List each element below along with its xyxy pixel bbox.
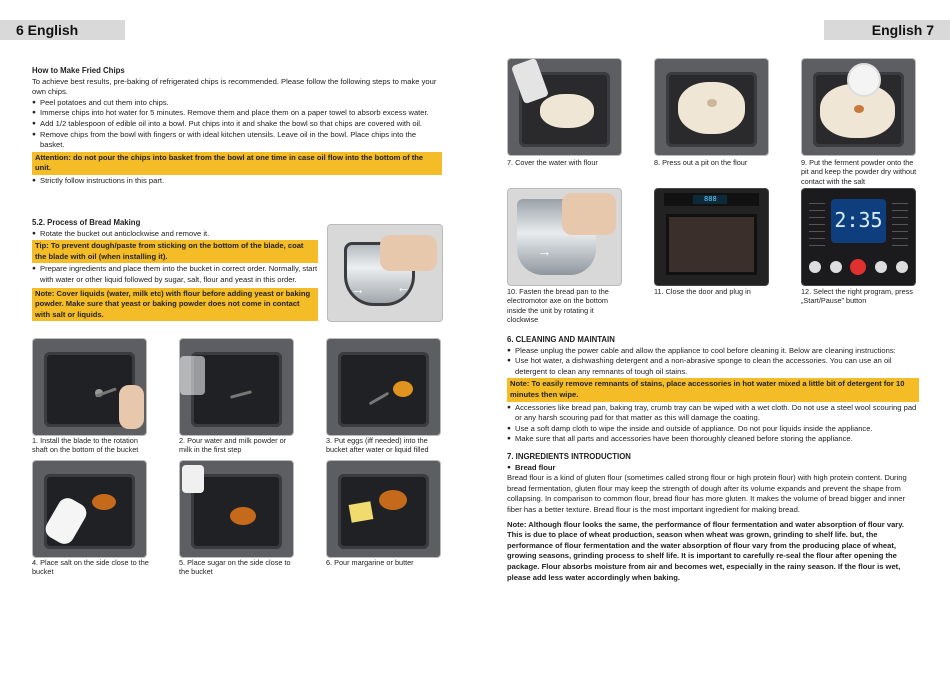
step-6-caption: 6. Pour margarine or butter [326,558,414,567]
step-7-caption: 7. Cover the water with flour [507,158,598,167]
ingredients-note: Note: Although flour looks the same, the performance of flour fermentation and water absorption of flour vary. This is due to place of wheat production, season when wheat was grown, grinding to shelf life. but, the performance of flour fermentation and the water absorption of flour vary from the producing place of wheat, growing seasons, grinding process to shelf life. It is important to carefully re-seal the flour after opening the package. Flour absorbs moisture from air and becomes wet, especially in the rainy season. If the flour is wet, please add less water accordingly when baking. [507,519,905,582]
list-item: ● Add 1/2 tablespoon of edible oil into a bowl. Put chips into it and shake the bowl so that chips are covered with oil. [32,119,442,130]
step-12-caption: 12. Select the right program, press „Start/Pause” button [801,287,913,306]
step-1-caption: 1. Install the blade to the rotation shaft on the bottom of the bucket [32,436,139,455]
page-number-left: 6 English [0,20,125,40]
step-11-photo [654,188,769,286]
list-item: ● Immerse chips into hot water for 5 minutes. Remove them and place them on a paper towel to absorb excess water. [32,108,442,119]
ingredients-subtitle: ● Bread flour [507,463,919,474]
minus-icon [896,261,908,273]
step-9-caption: 9. Put the ferment powder onto the pit and keep the powder dry without contact with the salt [801,158,917,186]
step-3-caption: 3. Put eggs (iff needed) into the bucket after water or liquid filled [326,436,429,455]
step-2-caption: 2. Pour water and milk powder or milk in the first step [179,436,287,455]
list-item: ● Accessories like bread pan, baking tray, crumb tray can be wiped with a wet cloth. Do not use a steel wool scouring pad or any harsh scouring pad for that matter as this will damage the coating. [507,403,919,424]
list-item: ● Peel potatoes and cut them into chips. [32,98,442,109]
step-1-photo [32,338,147,436]
list-item: ● Remove chips from the bowl with fingers or with ideal kitchen utensils. Leave oil in the bowl. Place chips into the basket. [32,130,442,151]
ingredients-text: Bread flour is a kind of gluten flour (sometimes called strong flour or high protein flour) with high protein content. During bread fermentation, gluten flour may keep the strength of dough after its volume expands and prevent the shape from collapsing. In comparison to common flour, bread flour has more gluten. It makes the volume of bread bigger and inner fiber has a better texture. Bread flour is the most important ingredient for making bread. [507,473,907,514]
fried-chips-intro: To achieve best results, pre-baking of refrigerated chips is recommended. Please follow the following steps to make your own chips. [32,76,437,97]
plus-icon [809,261,821,273]
step-11-caption: 11. Close the door and plug in [654,287,751,296]
step-4-photo [32,460,147,558]
control-panel-display: 2:35 [831,199,885,243]
step-8-caption: 8. Press out a pit on the flour [654,158,748,167]
step-2-photo [179,338,294,436]
step-10-photo: → [507,188,622,286]
ingredients-title: 7. INGREDIENTS INTRODUCTION [507,452,631,461]
cleaning-section [507,335,919,445]
step-10-caption: 10. Fasten the bread pan to the electromotor axe on the bottom inside the unit by rotating it clockwise [507,287,609,324]
list-item: ● Rotate the bucket out anticlockwise and remove it. [32,229,318,240]
list-item: ● Prepare ingredients and place them into the bucket in correct order. Normally, start with water or other liquid followed by sugar, salt, flour and yeast in this order. [32,264,318,285]
step-8-photo [654,58,769,156]
fried-chips-section [32,66,442,187]
step-5-photo [179,460,294,558]
step-9-photo [801,58,916,156]
attention-callout: Attention: do not pour the chips into basket from the bowl at one time in case oil flow into the bottom of the unit. [32,152,442,175]
list-item: ● Please unplug the power cable and allow the appliance to cool before cleaning it. Below are cleaning instructions: [507,346,919,357]
tip-callout: Tip: To prevent dough/paste from sticking on the bottom of the blade, coat the blade with oil (when installing it). [32,240,318,263]
ingredients-section [507,452,919,583]
bucket-removal-photo: → ← [327,224,443,322]
small-display: 888 [693,195,727,205]
power-icon [850,259,866,275]
fried-chips-title: How to Make Fried Chips [32,66,125,75]
bread-process-title: 5.2. Process of Bread Making [32,218,141,227]
step-3-photo [326,338,441,436]
list-item: ● Use a soft damp cloth to wipe the inside and outside of appliance. Do not pour liquids inside the appliance. [507,424,919,435]
list-item: ● Use hot water, a dishwashing detergent and a non-abrasive sponge to clean the accessories. You can use an oil detergent to clean any remnants of tough oil stains. [507,356,919,377]
step-12-photo [801,188,916,286]
list-item: ● Make sure that all parts and accessories have been thoroughly cleaned before storing the appliance. [507,434,919,445]
step-6-photo [326,460,441,558]
bread-process-section [32,218,318,323]
cleaning-note-callout: Note: To easily remove remnants of stains, place accessories in hot water mixed a little bit of detergent for 10 minutes then wipe. [507,378,919,401]
step-5-caption: 5. Place sugar on the side close to the bucket [179,558,291,577]
step-4-caption: 4. Place salt on the side close to the bucket [32,558,149,577]
list-item: ● Strictly follow instructions in this part. [32,176,442,187]
page-number-right: English 7 [824,20,950,40]
cleaning-title: 6. CLEANING AND MAINTAIN [507,335,615,344]
step-7-photo [507,58,622,156]
color-icon [875,261,887,273]
note-callout: Note: Cover liquids (water, milk etc) with flour before adding yeast or baking powder. Make sure that yeast or baking powder does not come in contact with salt or liquids. [32,288,318,322]
menu-icon [830,261,842,273]
